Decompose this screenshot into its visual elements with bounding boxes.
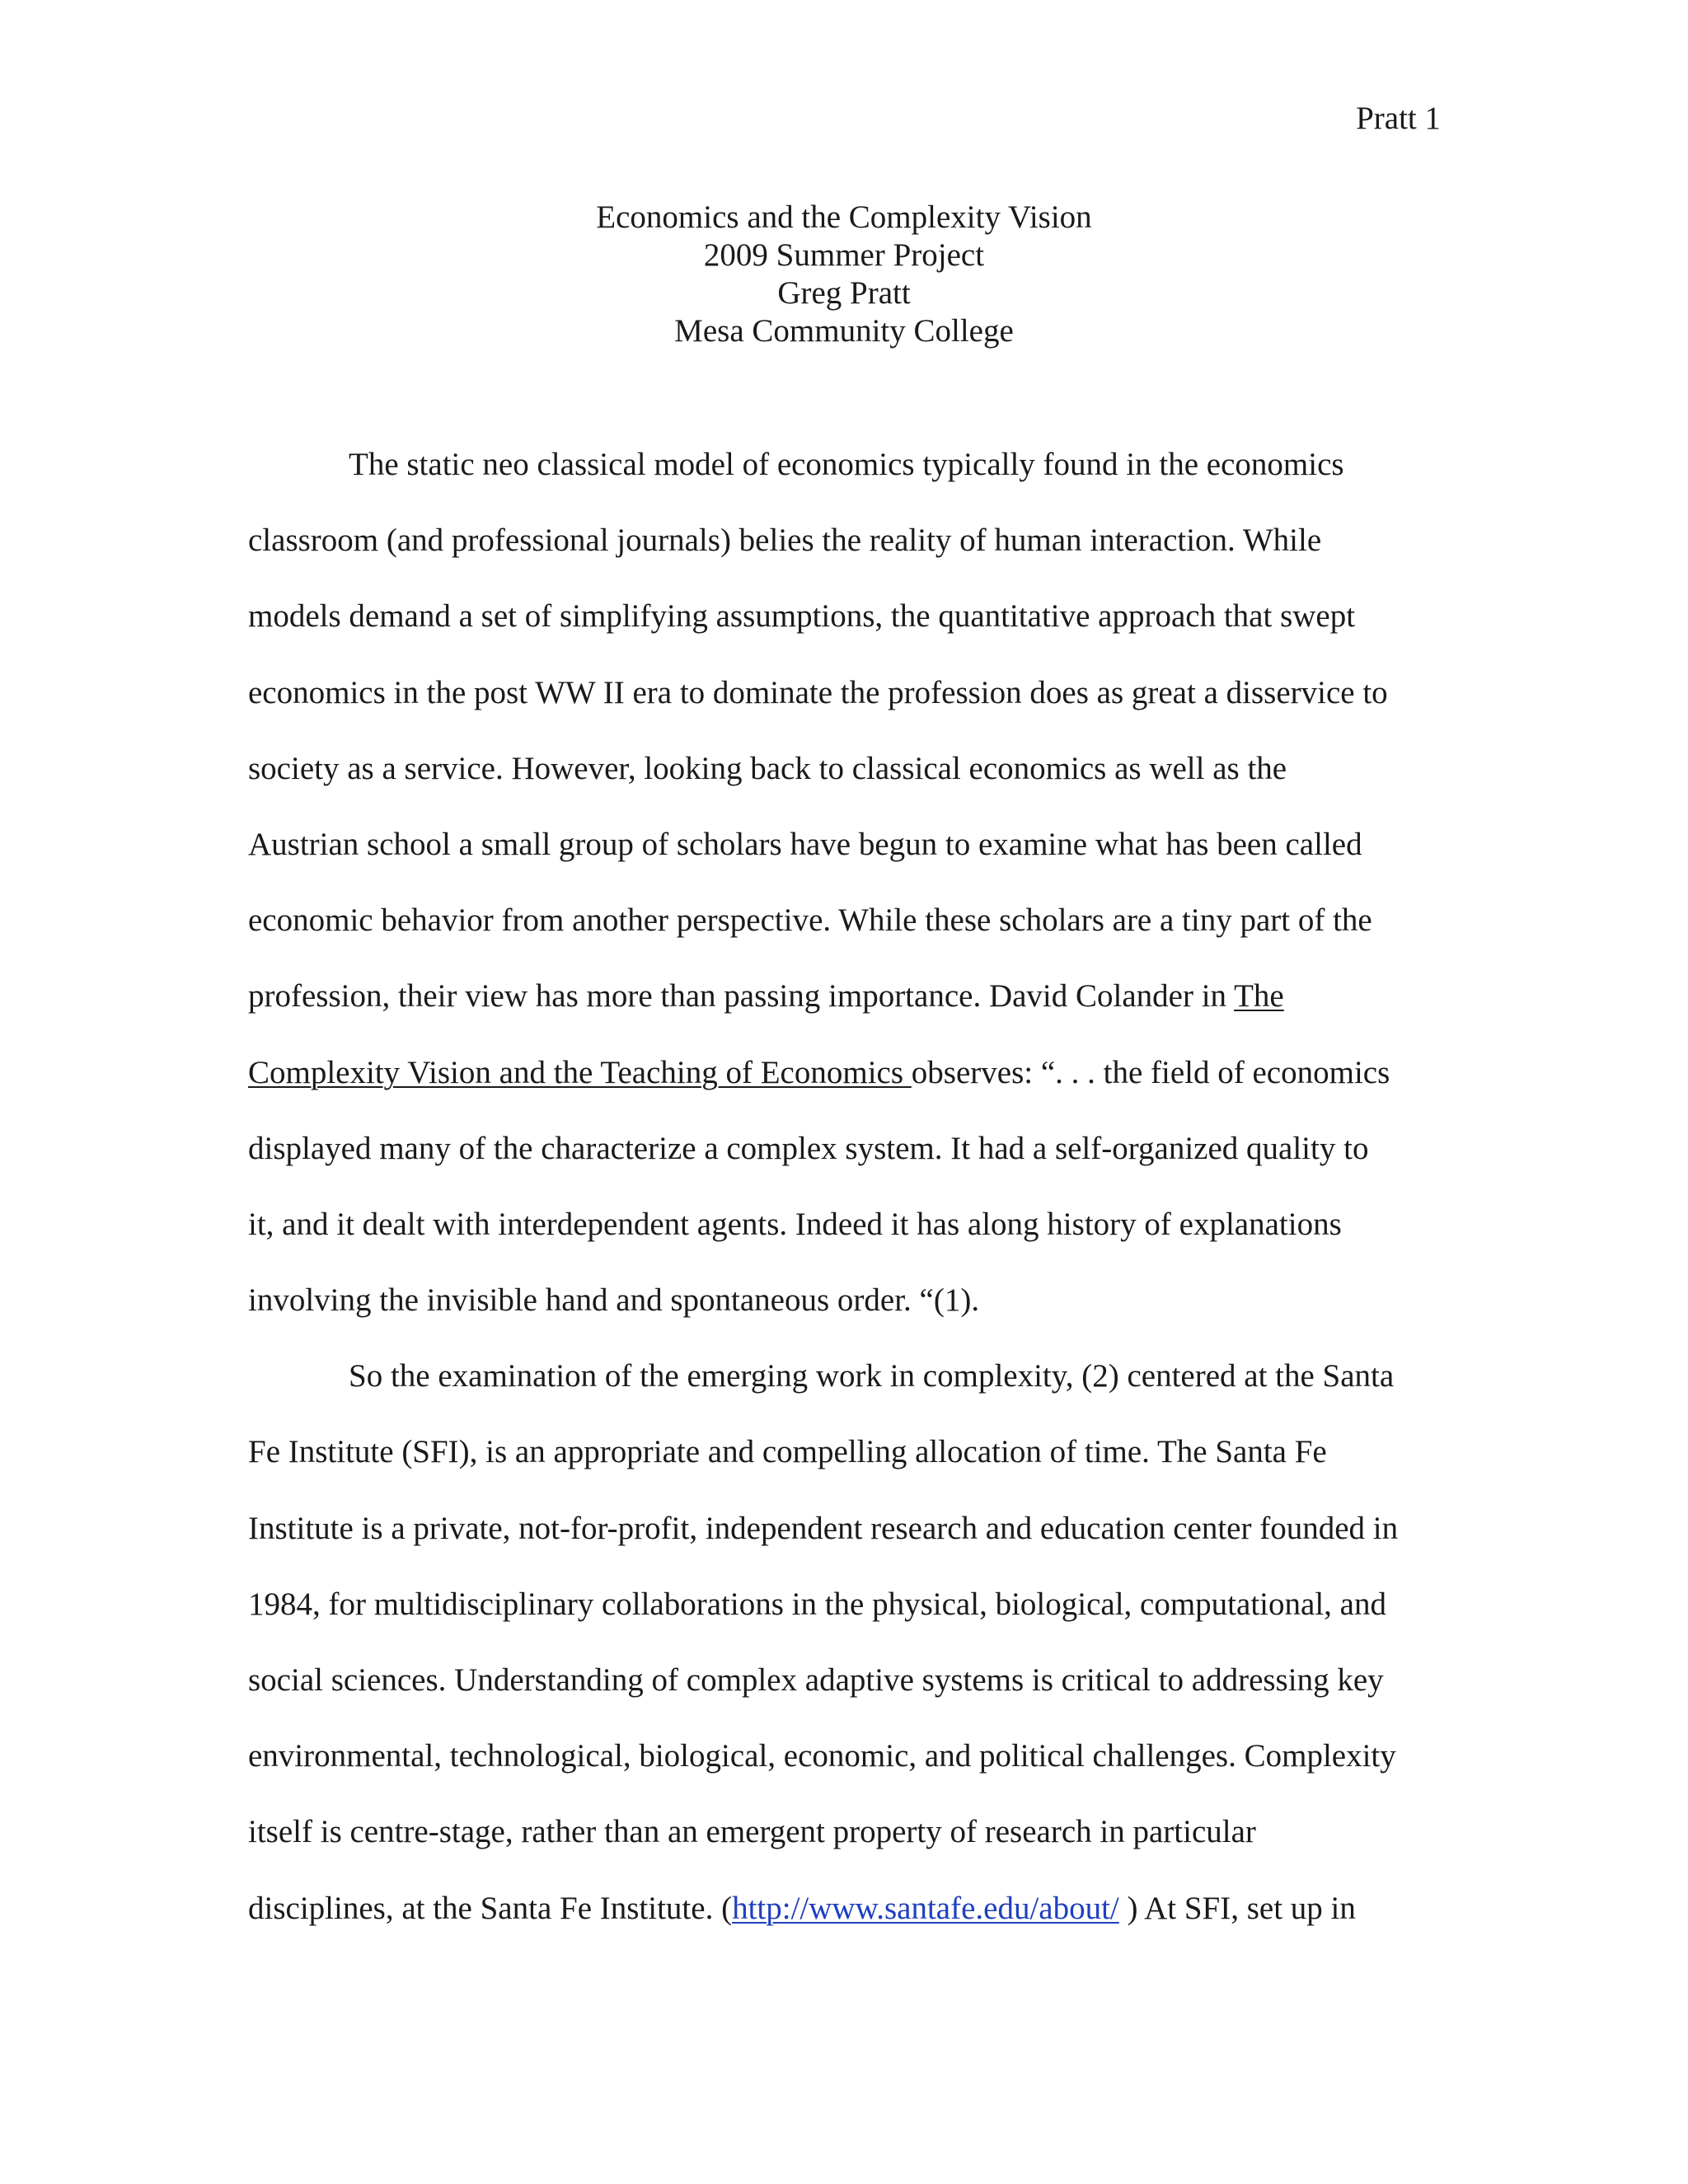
text-line: 1984, for multidisciplinary collaborations in the physical, biological, computational, and [248,1586,1386,1622]
text-line: society as a service. However, looking back to classical economics as well as the [248,750,1287,786]
text-line: Institute is a private, not-for-profit, independent research and education center founded in [248,1510,1399,1546]
text-line [248,1035,1460,1111]
text-segment: ) At SFI, set up in [1118,1890,1356,1926]
page-number: Pratt 1 [1356,101,1441,136]
title-block [0,199,1688,350]
text-line: classroom (and professional journals) belies the reality of human interaction. While [248,523,1322,559]
body-text [248,427,1460,1947]
author-name: Greg Pratt [777,275,911,311]
institution-name: Mesa Community College [674,313,1014,349]
text-line: involving the invisible hand and spontaneous order. “(1). [248,1282,980,1319]
text-line: displayed many of the characterize a complex system. It had a self-organized quality to [248,1130,1369,1166]
text-segment: profession, their view has more than passing importance. David Colander in [248,978,1235,1015]
text-line: it, and it dealt with interdependent agents. Indeed it has along history of explanations [248,1206,1342,1242]
text-line: economic behavior from another perspective. While these scholars are a tiny part of the [248,902,1372,939]
text-line: environmental, technological, biological, economic, and political challenges. Complexity [248,1738,1396,1774]
text-line: So the examination of the emerging work in complexity, (2) centered at the Santa [349,1358,1395,1394]
book-title: The [1234,978,1284,1015]
text-line: Austrian school a small group of scholars have begun to examine what has been called [248,826,1362,862]
text-line [248,958,1460,1034]
project-line: 2009 Summer Project [703,237,985,273]
text-line: The static neo classical model of economics typically found in the economics [349,447,1344,482]
book-title: Complexity Vision and the Teaching of Economics [248,1054,912,1090]
paragraph-1 [248,427,1460,1338]
text-line: models demand a set of simplifying assumptions, the quantitative approach that swept [248,598,1356,635]
text-line: economics in the post WW II era to dominate the profession does as great a disservice to [248,674,1388,710]
santafe-link[interactable]: http://www.santafe.edu/about/ [732,1890,1119,1926]
text-line: itself is centre-stage, rather than an emergent property of research in particular [248,1814,1256,1850]
text-line: Fe Institute (SFI), is an appropriate and compelling allocation of time. The Santa Fe [248,1434,1327,1470]
text-line: social sciences. Understanding of complex adaptive systems is critical to addressing key [248,1662,1384,1698]
text-segment: observes: “. . . the field of economics [911,1054,1390,1090]
text-line [248,1871,1460,1947]
document-title: Economics and the Complexity Vision [596,199,1092,235]
paragraph-2 [248,1338,1460,1947]
text-segment: disciplines, at the Santa Fe Institute. ( [248,1890,733,1926]
